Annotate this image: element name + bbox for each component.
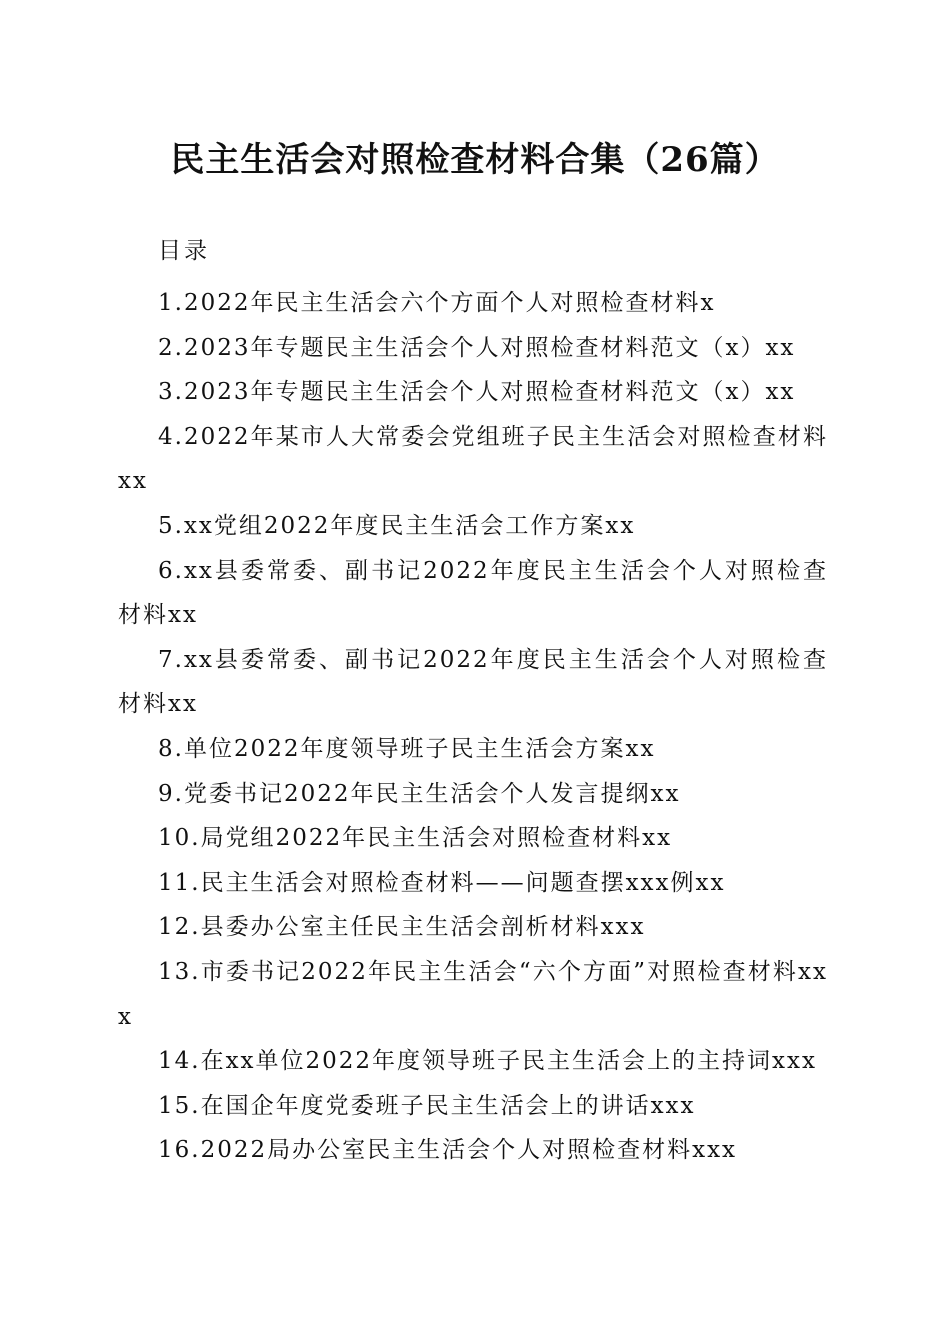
toc-item: 7.xx县委常委、副书记2022年度民主生活会个人对照检查材料xx — [118, 646, 828, 718]
toc-item: 9.党委书记2022年民主生活会个人发言提纲xx — [158, 780, 681, 807]
document-title: 民主生活会对照检查材料合集（26篇） — [170, 140, 780, 180]
toc-item: 2.2023年专题民主生活会个人对照检查材料范文（x）xx — [158, 334, 796, 361]
toc-item: 12.县委办公室主任民主生活会剖析材料xxx — [158, 914, 646, 941]
toc-item: 11.民主生活会对照检查材料——问题查摆xxx例xx — [158, 869, 726, 896]
toc-list — [118, 281, 828, 1173]
toc-item: 5.xx党组2022年度民主生活会工作方案xx — [158, 512, 636, 539]
toc-item: 13.市委书记2022年民主生活会“六个方面”对照检查材料xxx — [118, 958, 828, 1030]
toc-item: 4.2022年某市人大常委会党组班子民主生活会对照检查材料xx — [118, 423, 828, 495]
toc-item: 6.xx县委常委、副书记2022年度民主生活会个人对照检查材料xx — [118, 557, 828, 629]
toc-item: 16.2022局办公室民主生活会个人对照检查材料xxx — [158, 1137, 738, 1164]
toc-item: 3.2023年专题民主生活会个人对照检查材料范文（x）xx — [158, 379, 796, 406]
toc-item: 1.2022年民主生活会六个方面个人对照检查材料x — [158, 290, 716, 316]
toc-heading: 目录 — [158, 238, 210, 264]
toc-item: 8.单位2022年度领导班子民主生活会方案xx — [158, 735, 656, 762]
toc-item: 15.在国企年度党委班子民主生活会上的讲话xxx — [158, 1092, 696, 1119]
toc-item: 10.局党组2022年民主生活会对照检查材料xx — [158, 825, 673, 852]
toc-item: 14.在xx单位2022年度领导班子民主生活会上的主持词xxx — [158, 1048, 817, 1075]
